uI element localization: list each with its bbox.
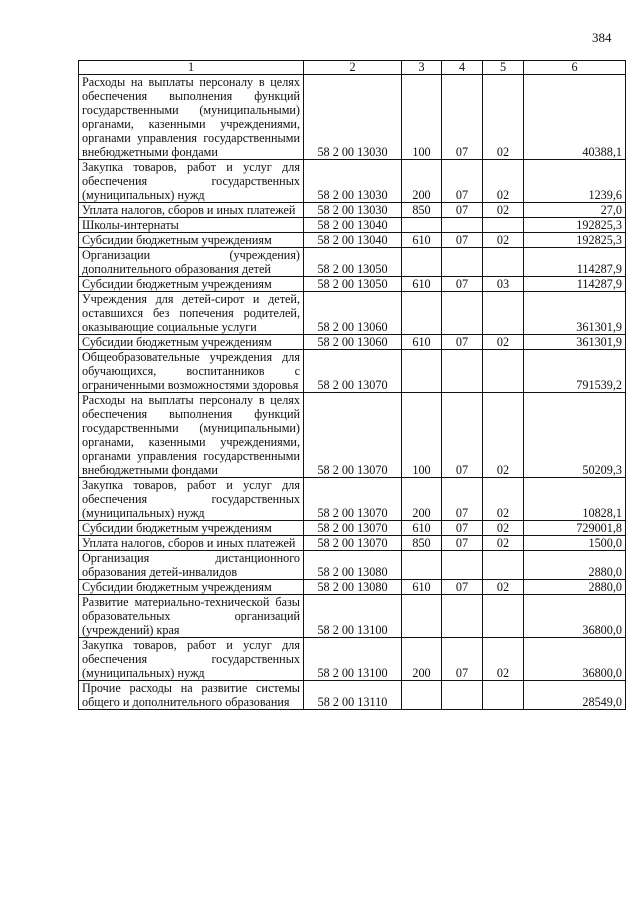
row-section: 07 [442, 75, 483, 160]
row-code: 58 2 00 13070 [304, 478, 402, 521]
table-row [79, 160, 626, 203]
row-section: 07 [442, 521, 483, 536]
row-subsection: 02 [483, 335, 524, 350]
row-subsection [483, 681, 524, 710]
page-number: 384 [592, 30, 612, 45]
table-row [79, 292, 626, 335]
row-subsection: 02 [483, 160, 524, 203]
row-expense-type [402, 292, 442, 335]
row-name: Прочие расходы на развитие системы общего и дополнительного образования [79, 681, 304, 710]
row-subsection [483, 248, 524, 277]
row-code: 58 2 00 13030 [304, 160, 402, 203]
row-section: 07 [442, 277, 483, 292]
row-expense-type [402, 248, 442, 277]
row-name: Расходы на выплаты персоналу в целях обеспечения выполнения функций государственными (муниципальными) органами, казенными учреждениями, органами управления государственными внебюджетными фондами [79, 75, 304, 160]
row-name: Организации (учреждения) дополнительного образования детей [79, 248, 304, 277]
row-name: Субсидии бюджетным учреждениям [79, 335, 304, 350]
row-expense-type: 100 [402, 75, 442, 160]
table-row [79, 595, 626, 638]
row-section [442, 595, 483, 638]
row-amount: 27,0 [524, 203, 626, 218]
row-subsection [483, 292, 524, 335]
header-col-3: 3 [402, 61, 442, 75]
row-section: 07 [442, 478, 483, 521]
row-amount: 791539,2 [524, 350, 626, 393]
header-col-2: 2 [304, 61, 402, 75]
row-amount: 50209,3 [524, 393, 626, 478]
table-row [79, 393, 626, 478]
table-row [79, 478, 626, 521]
row-code: 58 2 00 13070 [304, 393, 402, 478]
row-code: 58 2 00 13040 [304, 218, 402, 233]
row-code: 58 2 00 13070 [304, 536, 402, 551]
row-name: Закупка товаров, работ и услуг для обеспечения государственных (муниципальных) нужд [79, 160, 304, 203]
table-body [79, 75, 626, 710]
row-code: 58 2 00 13030 [304, 203, 402, 218]
table-row [79, 536, 626, 551]
row-name: Закупка товаров, работ и услуг для обеспечения государственных (муниципальных) нужд [79, 478, 304, 521]
row-amount: 10828,1 [524, 478, 626, 521]
row-name: Развитие материально-технической базы образовательных организаций (учреждений) края [79, 595, 304, 638]
row-code: 58 2 00 13050 [304, 277, 402, 292]
row-amount: 361301,9 [524, 335, 626, 350]
table-row [79, 335, 626, 350]
row-name: Субсидии бюджетным учреждениям [79, 233, 304, 248]
row-amount: 114287,9 [524, 248, 626, 277]
table-row [79, 638, 626, 681]
row-section: 07 [442, 203, 483, 218]
table-row [79, 277, 626, 292]
row-code: 58 2 00 13100 [304, 595, 402, 638]
row-code: 58 2 00 13040 [304, 233, 402, 248]
row-expense-type [402, 350, 442, 393]
row-expense-type: 200 [402, 478, 442, 521]
row-subsection: 02 [483, 203, 524, 218]
table-row [79, 233, 626, 248]
row-amount: 729001,8 [524, 521, 626, 536]
row-amount: 1239,6 [524, 160, 626, 203]
row-section [442, 218, 483, 233]
row-name: Закупка товаров, работ и услуг для обеспечения государственных (муниципальных) нужд [79, 638, 304, 681]
row-section [442, 292, 483, 335]
table-row [79, 218, 626, 233]
row-subsection [483, 350, 524, 393]
row-code: 58 2 00 13080 [304, 580, 402, 595]
row-section [442, 681, 483, 710]
row-expense-type: 610 [402, 233, 442, 248]
row-code: 58 2 00 13100 [304, 638, 402, 681]
row-section: 07 [442, 335, 483, 350]
row-amount: 36800,0 [524, 638, 626, 681]
table-row [79, 75, 626, 160]
row-section [442, 551, 483, 580]
row-section: 07 [442, 536, 483, 551]
header-col-5: 5 [483, 61, 524, 75]
row-code: 58 2 00 13070 [304, 521, 402, 536]
row-amount: 1500,0 [524, 536, 626, 551]
row-name: Учреждения для детей-сирот и детей, оставшихся без попечения родителей, оказывающие социальные услуги [79, 292, 304, 335]
row-amount: 114287,9 [524, 277, 626, 292]
table-row [79, 681, 626, 710]
row-amount: 192825,3 [524, 233, 626, 248]
row-name: Субсидии бюджетным учреждениям [79, 521, 304, 536]
row-amount: 192825,3 [524, 218, 626, 233]
row-expense-type [402, 218, 442, 233]
row-code: 58 2 00 13060 [304, 335, 402, 350]
row-name: Уплата налогов, сборов и иных платежей [79, 203, 304, 218]
row-subsection: 02 [483, 638, 524, 681]
row-subsection: 02 [483, 521, 524, 536]
row-code: 58 2 00 13080 [304, 551, 402, 580]
row-name: Школы-интернаты [79, 218, 304, 233]
row-amount: 361301,9 [524, 292, 626, 335]
row-name: Организация дистанционного образования детей-инвалидов [79, 551, 304, 580]
row-code: 58 2 00 13070 [304, 350, 402, 393]
row-amount: 2880,0 [524, 580, 626, 595]
row-code: 58 2 00 13030 [304, 75, 402, 160]
row-name: Субсидии бюджетным учреждениям [79, 580, 304, 595]
row-amount: 28549,0 [524, 681, 626, 710]
header-col-1: 1 [79, 61, 304, 75]
row-expense-type: 200 [402, 160, 442, 203]
row-name: Уплата налогов, сборов и иных платежей [79, 536, 304, 551]
row-section: 07 [442, 580, 483, 595]
row-subsection: 02 [483, 580, 524, 595]
row-expense-type: 850 [402, 536, 442, 551]
row-expense-type: 610 [402, 335, 442, 350]
row-section: 07 [442, 638, 483, 681]
table-row [79, 551, 626, 580]
row-code: 58 2 00 13050 [304, 248, 402, 277]
table-row [79, 580, 626, 595]
row-section [442, 248, 483, 277]
table-row [79, 521, 626, 536]
row-expense-type: 850 [402, 203, 442, 218]
row-subsection: 03 [483, 277, 524, 292]
row-name: Общеобразовательные учреждения для обучающихся, воспитанников с ограниченными возможностями здоровья [79, 350, 304, 393]
row-name: Субсидии бюджетным учреждениям [79, 277, 304, 292]
row-name: Расходы на выплаты персоналу в целях обеспечения выполнения функций государственными (муниципальными) органами, казенными учреждениями, органами управления государственными внебюджетными фондами [79, 393, 304, 478]
row-expense-type [402, 551, 442, 580]
row-section [442, 350, 483, 393]
row-expense-type: 610 [402, 580, 442, 595]
row-amount: 40388,1 [524, 75, 626, 160]
row-section: 07 [442, 393, 483, 478]
row-expense-type [402, 595, 442, 638]
table-row [79, 248, 626, 277]
row-amount: 36800,0 [524, 595, 626, 638]
row-subsection [483, 218, 524, 233]
row-subsection: 02 [483, 393, 524, 478]
row-code: 58 2 00 13060 [304, 292, 402, 335]
row-subsection [483, 551, 524, 580]
row-subsection: 02 [483, 536, 524, 551]
row-expense-type: 610 [402, 521, 442, 536]
budget-table [78, 60, 626, 710]
row-section: 07 [442, 233, 483, 248]
header-col-6: 6 [524, 61, 626, 75]
table-row [79, 350, 626, 393]
row-subsection: 02 [483, 233, 524, 248]
row-expense-type: 100 [402, 393, 442, 478]
row-code: 58 2 00 13110 [304, 681, 402, 710]
row-expense-type [402, 681, 442, 710]
row-subsection [483, 595, 524, 638]
row-subsection: 02 [483, 75, 524, 160]
row-section: 07 [442, 160, 483, 203]
row-amount: 2880,0 [524, 551, 626, 580]
row-expense-type: 200 [402, 638, 442, 681]
header-row [79, 61, 626, 75]
row-subsection: 02 [483, 478, 524, 521]
row-expense-type: 610 [402, 277, 442, 292]
header-col-4: 4 [442, 61, 483, 75]
table-row [79, 203, 626, 218]
